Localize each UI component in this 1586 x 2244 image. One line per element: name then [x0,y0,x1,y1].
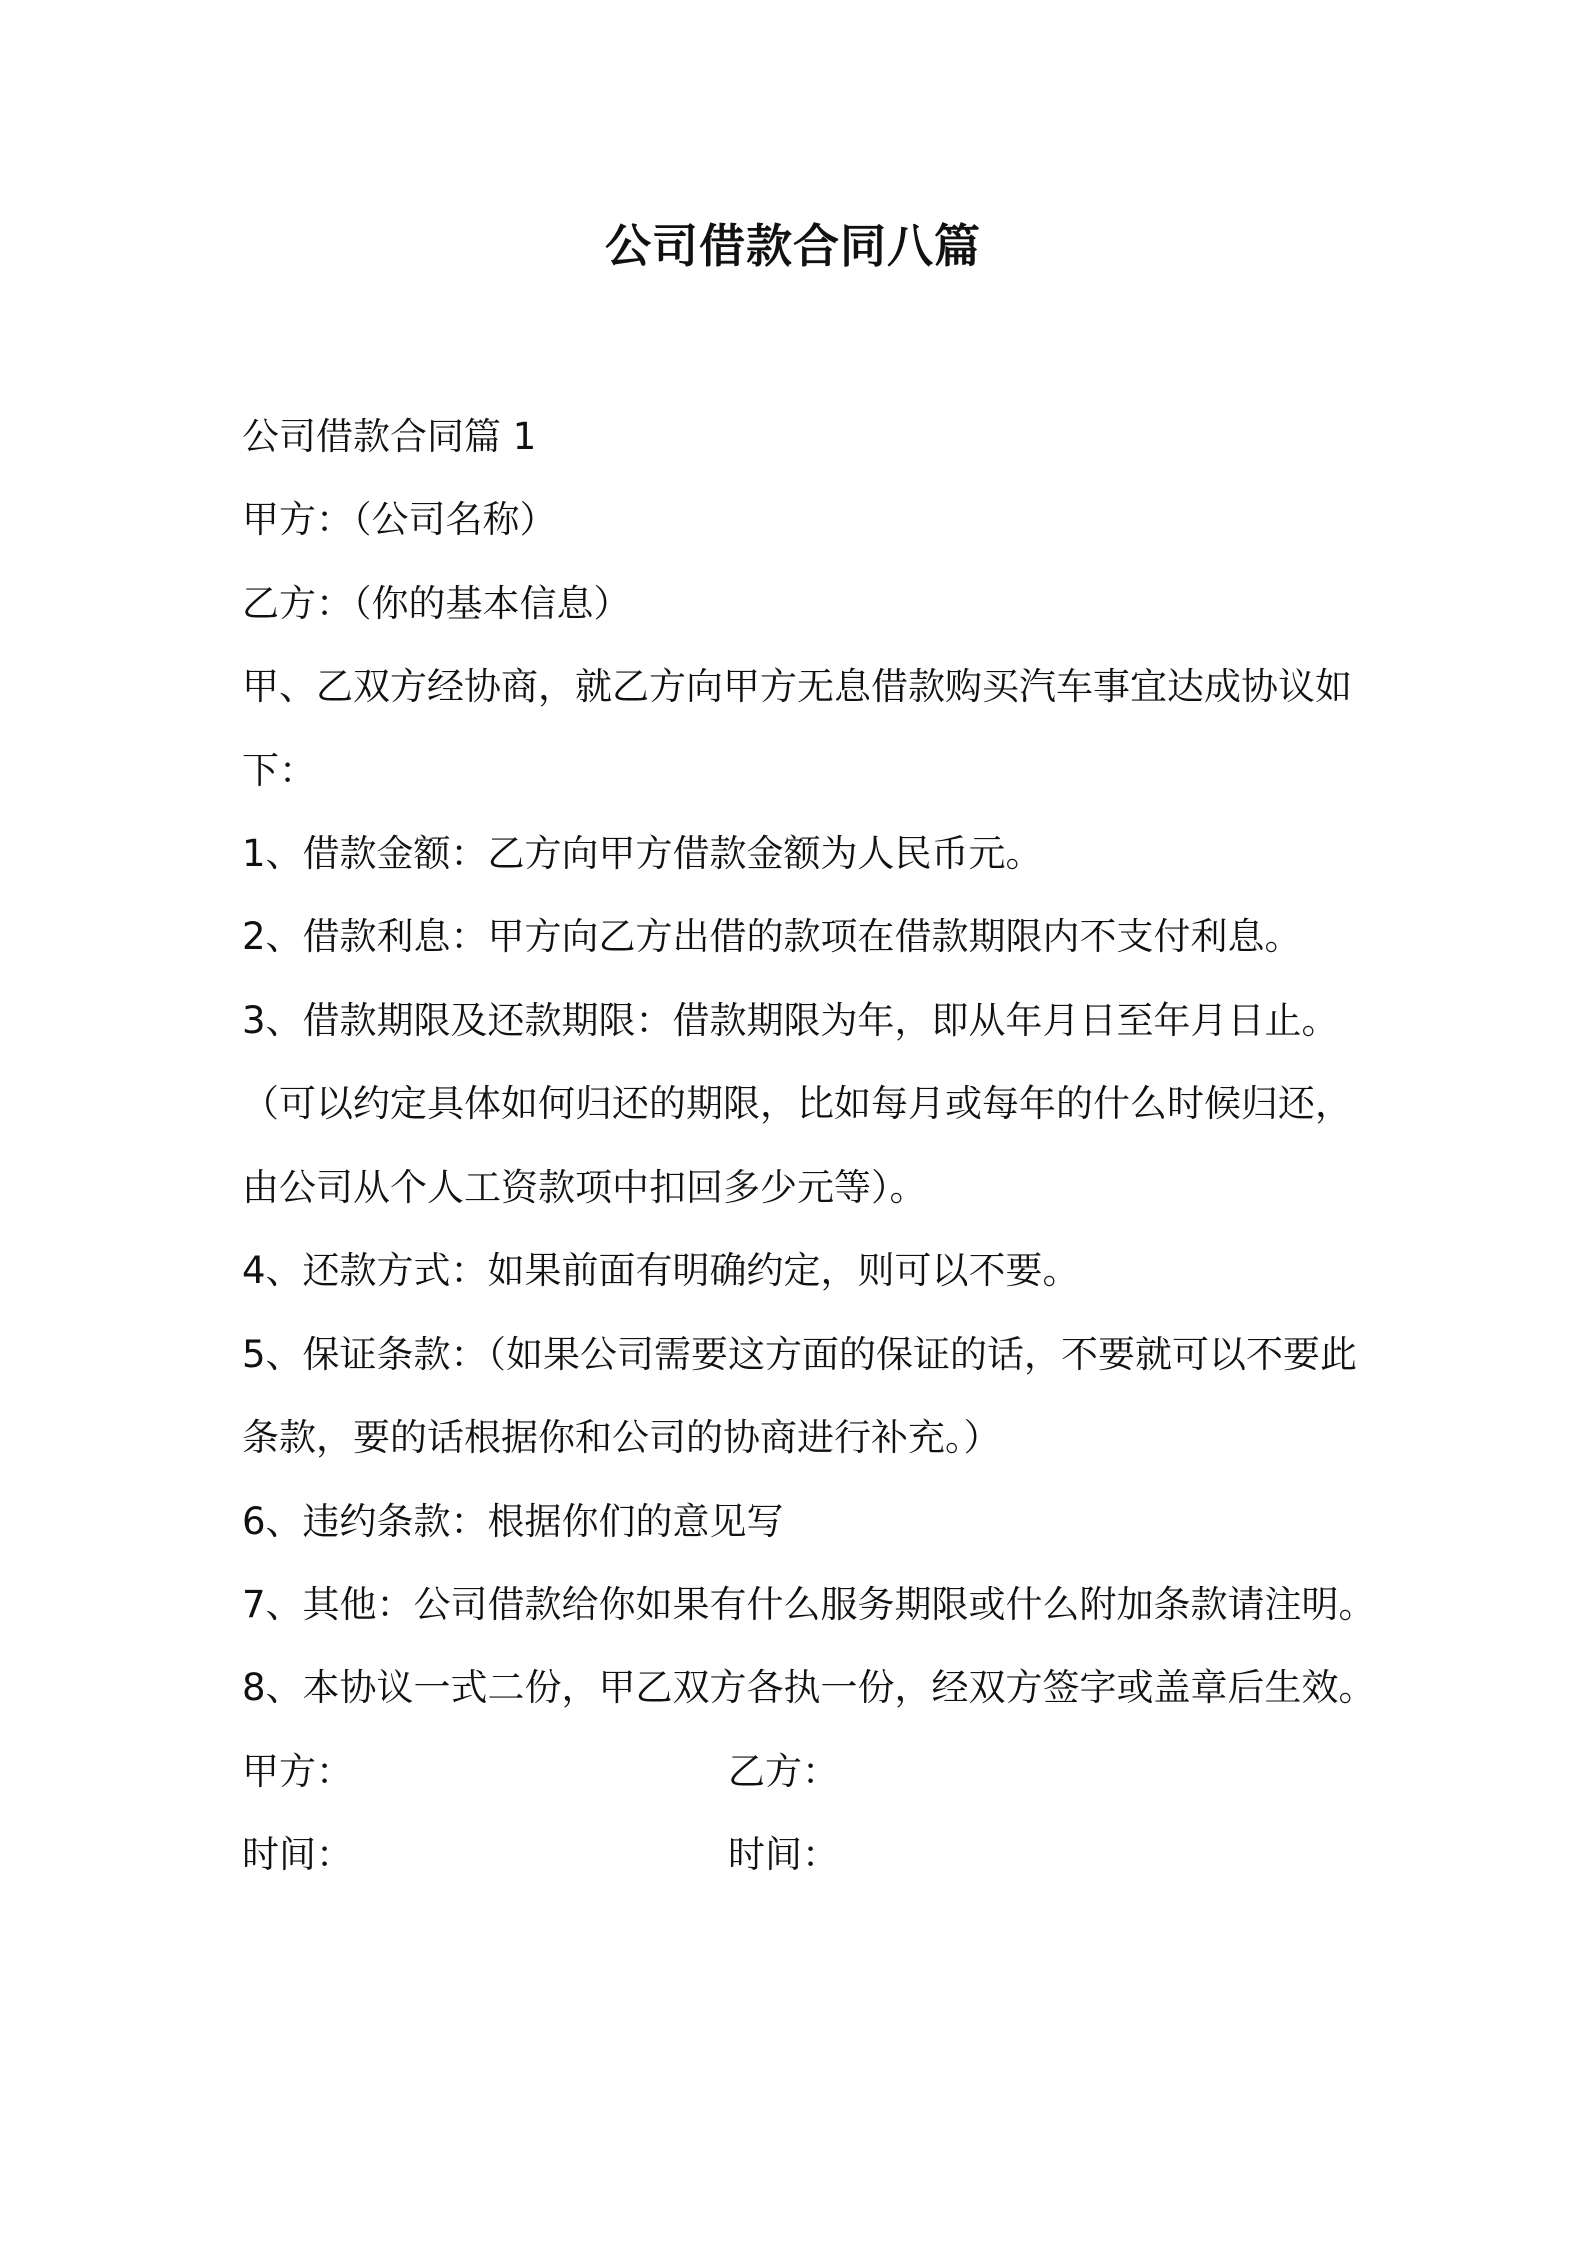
clause-3: 3、借款期限及还款期限：借款期限为年，即从年月日至年月日止。 [242,999,1339,1042]
document-title: 公司借款合同八篇 [605,219,981,273]
clause-4: 4、还款方式：如果前面有明确约定，则可以不要。 [242,1249,1080,1292]
signature-party-a-label: 甲方： [242,1750,353,1793]
section-heading: 公司借款合同篇 1 [242,415,537,458]
clause-2: 2、借款利息：甲方向乙方出借的款项在借款期限内不支付利息。 [242,915,1302,958]
clause-8: 8、本协议一式二份，甲乙双方各执一份，经双方签字或盖章后生效。 [242,1666,1376,1709]
signature-time-a-label: 时间： [242,1833,353,1876]
party-a-line: 甲方：（公司名称） [242,498,557,541]
clause-5-line-2: 条款，要的话根据你和公司的协商进行补充。） [242,1416,1001,1459]
clause-3-note-line-1: （可以约定具体如何归还的期限，比如每月或每年的什么时候归还， [242,1082,1352,1125]
signature-time-b-label: 时间： [728,1833,839,1876]
signature-party-b-label: 乙方： [728,1750,839,1793]
clause-3-note-line-2: 由公司从个人工资款项中扣回多少元等）。 [242,1166,927,1209]
clause-5-line-1: 5、保证条款：（如果公司需要这方面的保证的话，不要就可以不要此 [242,1333,1358,1376]
clause-7: 7、其他：公司借款给你如果有什么服务期限或什么附加条款请注明。 [242,1583,1376,1626]
intro-paragraph-line-2: 下： [242,749,316,792]
intro-paragraph-line-1: 甲、乙双方经协商，就乙方向甲方无息借款购买汽车事宜达成协议如 [242,665,1352,708]
party-b-line: 乙方：（你的基本信息） [242,582,631,625]
clause-1: 1、借款金额：乙方向甲方借款金额为人民币元。 [242,832,1043,875]
clause-6: 6、违约条款：根据你们的意见写 [242,1500,784,1543]
